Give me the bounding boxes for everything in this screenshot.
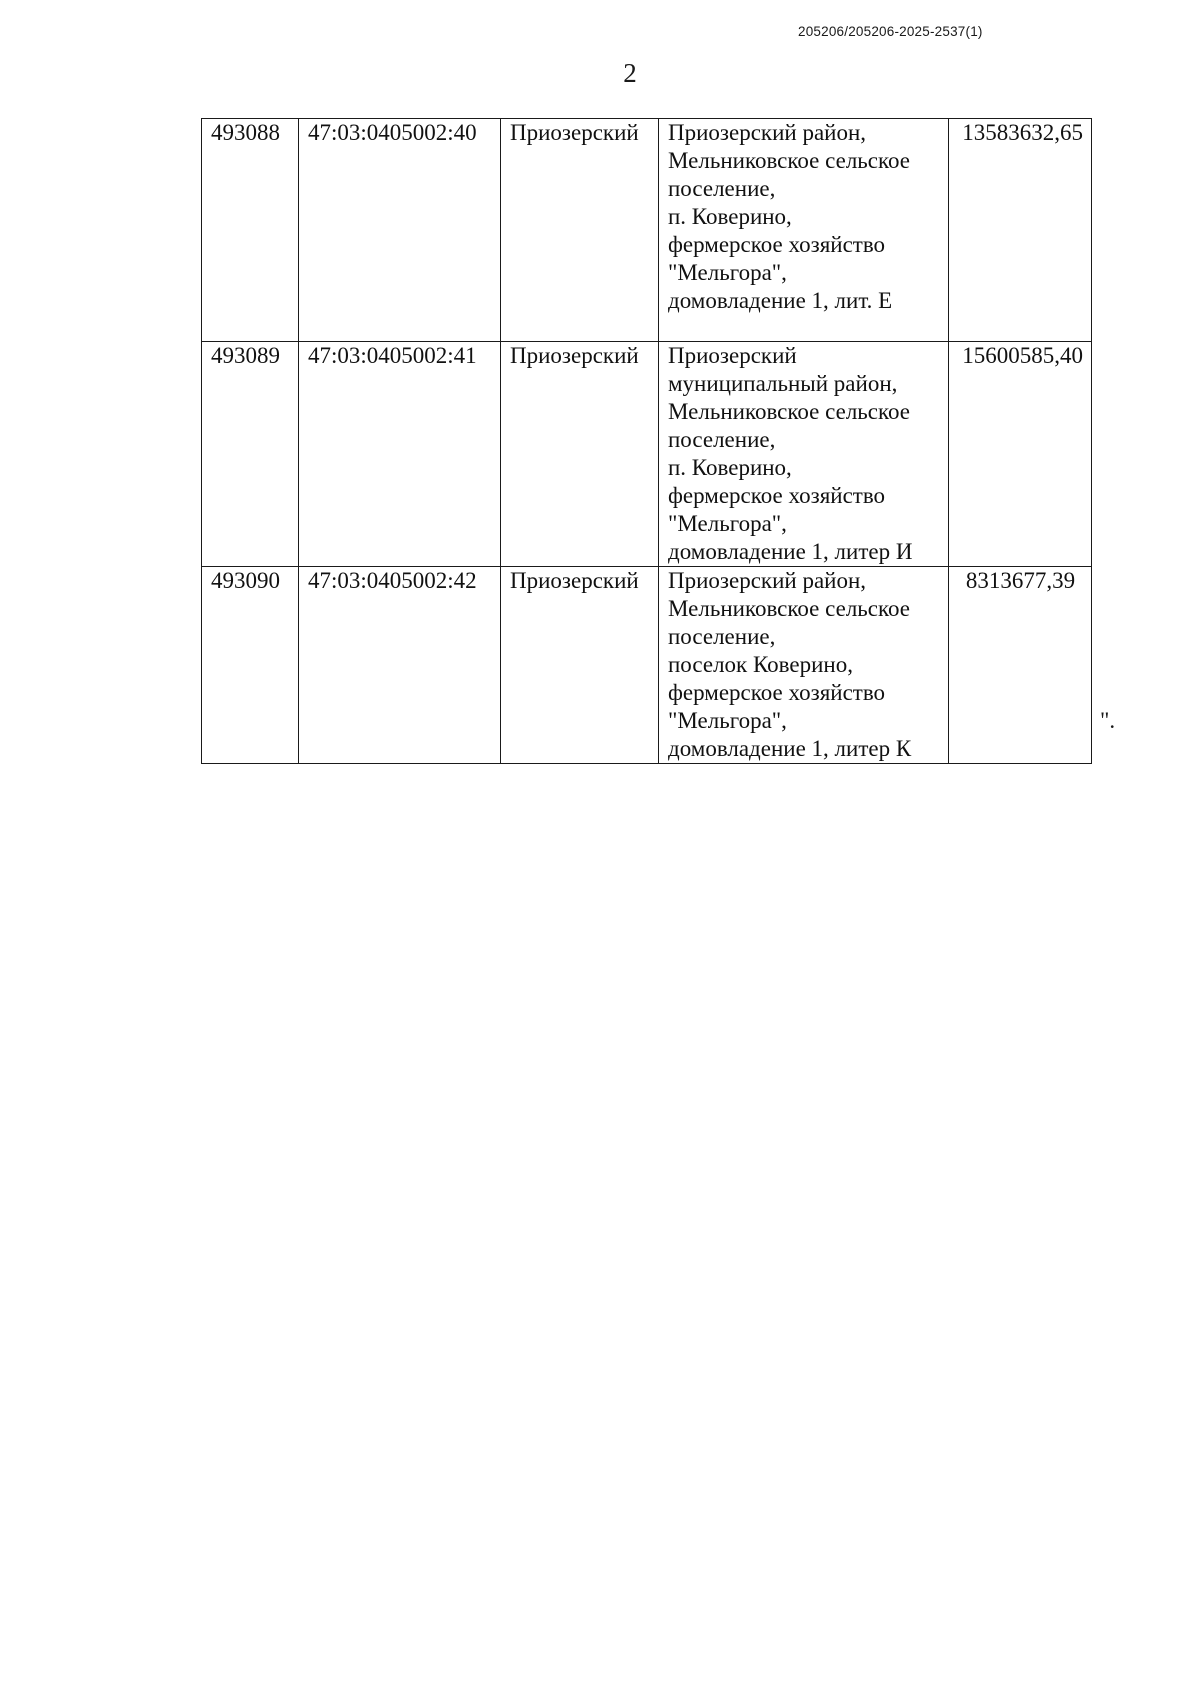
district-cell: Приозерский [501, 342, 659, 567]
address-cell: Приозерский район, Мельниковское сельское поселение, поселок Коверино, фермерское хозяйство "Мельгора", домовладение 1, литер К [659, 567, 949, 764]
table-row [202, 119, 1092, 342]
cadastral-value-cell: 15600585,40 [949, 342, 1092, 567]
table-row [202, 342, 1092, 567]
cadastral-value-cell: 8313677,39 [949, 567, 1092, 764]
address-cell: Приозерский район, Мельниковское сельское поселение, п. Коверино, фермерское хозяйство "Мельгора", домовладение 1, лит. Е [659, 119, 949, 342]
document-id: 205206/205206-2025-2537(1) [798, 24, 983, 39]
row-number-cell: 493088 [202, 119, 299, 342]
cadastral-number-cell: 47:03:0405002:41 [299, 342, 501, 567]
row-number-cell: 493089 [202, 342, 299, 567]
page-number: 2 [623, 58, 637, 88]
cadastral-number-cell: 47:03:0405002:40 [299, 119, 501, 342]
address-cell: Приозерский муниципальный район, Мельниковское сельское поселение, п. Коверино, фермерское хозяйство "Мельгора", домовладение 1, литер И [659, 342, 949, 567]
district-cell: Приозерский [501, 119, 659, 342]
district-cell: Приозерский [501, 567, 659, 764]
table-row [202, 567, 1092, 764]
closing-quote: ". [1100, 708, 1116, 733]
registry-table [201, 118, 1092, 764]
cadastral-value-cell: 13583632,65 [949, 119, 1092, 342]
cadastral-number-cell: 47:03:0405002:42 [299, 567, 501, 764]
row-number-cell: 493090 [202, 567, 299, 764]
